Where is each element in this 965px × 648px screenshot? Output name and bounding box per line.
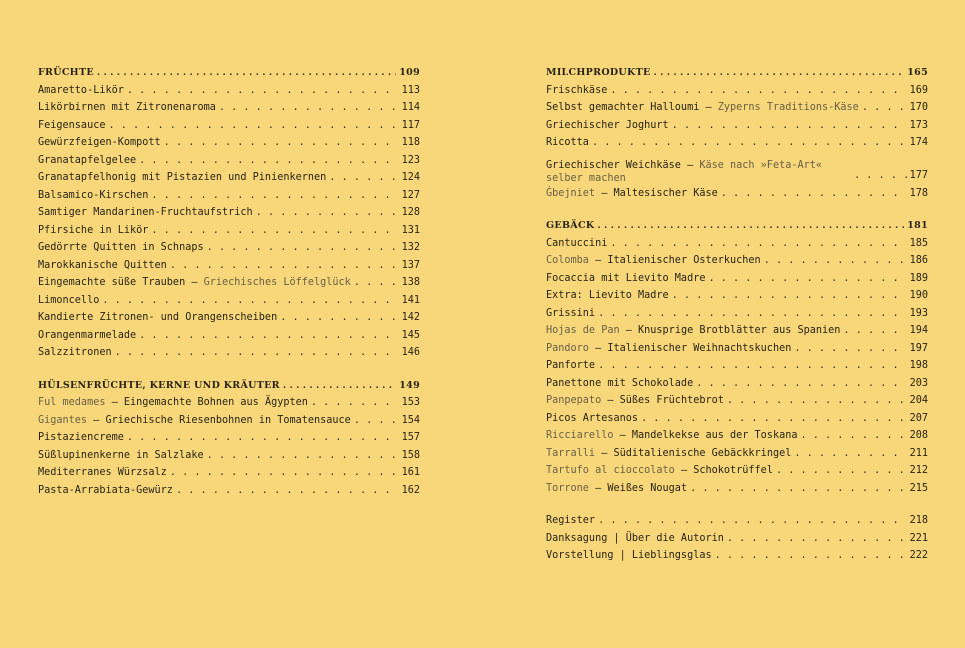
page-number: 154 [401,414,420,426]
leader-dots [843,322,906,340]
leader-dots [176,482,399,500]
entry-title [546,547,712,565]
section-title: MILCHPRODUKTE [546,67,651,78]
toc-entry[interactable] [546,134,928,152]
page-number: 204 [909,395,928,406]
page-number: 212 [909,465,928,476]
entry-title [38,344,112,362]
page-number: 208 [909,430,928,441]
page-number: 141 [401,294,420,306]
entry-title [38,464,167,482]
page-number: 158 [401,449,420,461]
toc-section-heading[interactable] [546,217,928,235]
entry-name: Marokkanische Quitten [38,259,167,271]
toc-section [546,64,928,202]
entry-name: Danksagung | Über die Autorin [546,532,724,544]
entry-name: Limoncello [38,294,100,306]
entry-separator: – [595,187,614,199]
toc-entry[interactable] [546,357,928,375]
entry-name: Vorstellung | Lieblingsglas [546,550,712,561]
page-number: 197 [909,342,928,354]
toc-entry[interactable] [546,480,928,498]
entry-name: Knusprige Brotblätter aus Spanien [638,325,841,336]
leader-dots [641,410,907,428]
entry-separator: – [613,430,632,441]
entry-name: Panettone mit Schokolade [546,377,694,389]
entry-name: Panforte [546,360,596,371]
entry-subtitle: Zyperns Traditions-Käse [717,102,859,113]
leader-dots [598,357,907,375]
leader-dots [170,257,399,275]
entry-name: Samtiger Mandarinen-Fruchtaufstrich [38,207,253,218]
leader-dots [329,169,398,187]
toc-column-left [38,64,420,514]
entry-name: Focaccia mit Lievito Madre [546,272,706,284]
entry-name: Salzzitronen [38,347,112,358]
leader-dots [715,547,907,565]
entry-title [546,340,791,358]
leader-dots [207,447,399,465]
toc-entry[interactable] [546,392,928,410]
leader-dots [854,167,907,185]
entry-title [546,270,705,288]
entry-name: Eingemachte Bohnen aus Ägypten [123,397,308,408]
entry-title [38,82,124,100]
entry-name: Süditalienische Gebäckkringel [613,447,792,459]
entry-title [38,292,99,310]
page-number: 114 [401,102,420,113]
toc-entry[interactable] [546,427,928,445]
page-number: 113 [401,84,420,96]
page-number: 185 [909,237,928,249]
leader-dots [354,412,399,430]
entry-name: Italienischer Weihnachtskuchen [607,342,792,354]
page-number: 169 [909,84,928,96]
page-number: 221 [909,532,928,544]
leader-dots [592,134,907,152]
toc-entry[interactable] [38,222,420,240]
entry-title [546,305,595,323]
page-number: 193 [909,307,928,319]
page-number: 146 [401,347,420,358]
entry-original-name: Ġbejniet [546,187,596,199]
entry-original-name: Torrone [546,482,589,494]
leader-dots [708,270,906,288]
entry-title [38,309,277,327]
page-number: 117 [401,119,420,131]
page-number: 207 [909,412,928,424]
entry-name: Grissini [546,307,596,319]
entry-title [38,134,161,152]
entry-name: Balsamico-Kirschen [38,189,149,201]
toc-entry[interactable] [546,410,928,428]
page-number: 127 [401,189,420,201]
entry-name: Picos Artesanos [546,412,639,424]
leader-dots [764,252,907,270]
entry-name: Mediterranes Würzsalz [38,467,167,478]
entry-original-name: Gigantes [38,414,88,426]
toc-entry[interactable] [546,340,928,358]
toc-entry[interactable] [38,99,420,117]
toc-entry[interactable] [546,445,928,463]
leader-dots [598,305,907,323]
leader-dots [102,292,398,310]
page-number: 109 [399,67,420,78]
entry-separator: – [588,482,608,494]
page-number: 203 [909,377,928,389]
entry-original-name: Tartufo al cioccolato [546,465,675,476]
page-number: 128 [401,207,420,218]
toc-entry[interactable] [38,464,420,482]
leader-dots [151,222,398,240]
page-number: 178 [909,187,928,199]
entry-title [546,427,797,445]
entry-name: Italienischer Osterkuchen [607,255,761,266]
entry-original-name: Panpepato [546,395,602,406]
entry-title [546,287,669,305]
section-title: GEBÄCK [546,220,595,231]
entry-name: Granatapfelgelee [38,154,137,166]
entry-title [546,252,761,270]
leader-dots [219,99,399,117]
leader-dots [672,287,907,305]
toc-entry[interactable] [38,152,420,170]
entry-original-name: Colomba [546,255,589,266]
leader-dots [800,427,906,445]
entry-name: Gewürzfeigen-Kompott [38,137,161,148]
leader-dots [794,445,906,463]
page-number: 190 [909,290,928,301]
entry-title [38,204,253,222]
entry-title [38,99,216,117]
page-number: 218 [909,515,928,526]
entry-name: Ricotta [546,137,589,148]
entry-title [38,274,351,292]
leader-dots [690,480,907,498]
leader-dots [97,64,396,82]
leader-dots [207,239,399,257]
toc-entry[interactable] [546,270,928,288]
page-number: 142 [401,312,420,323]
page-number: 145 [401,329,420,341]
entry-title [546,512,595,530]
entry-subtitle: Käse nach »Feta-Art« selber machen [546,159,823,184]
entry-title [38,222,148,240]
entry-name: Schokotrüffel [693,465,773,476]
toc-entry[interactable] [546,462,928,480]
entry-title [546,462,773,480]
entry-title [546,375,693,393]
entry-title [546,445,791,463]
toc-entry[interactable] [546,99,928,117]
entry-name: Selbst gemachter Halloumi [546,102,700,113]
entry-title [38,447,204,465]
entry-name: Granatapfelhonig mit Pistazien und Pinienkernen [38,172,327,183]
entry-name: Amaretto-Likör [38,84,124,96]
entry-separator: – [699,102,718,113]
page-number: 118 [401,137,420,148]
entry-original-name: Tarralli [546,447,596,459]
leader-dots [354,274,399,292]
entry-title [38,327,136,345]
page-number: 211 [909,447,928,459]
toc-section [546,217,928,497]
entry-name: Mandelkekse aus der Toskana [631,430,798,441]
entry-separator: – [185,277,204,288]
entry-title [546,134,589,152]
entry-original-name: Pandoro [546,342,589,354]
toc-entry[interactable] [38,429,420,447]
entry-name: Süßes Früchtebrot [619,395,724,406]
leader-dots [151,187,398,205]
toc-entry[interactable] [546,305,928,323]
page-number: 215 [909,482,928,494]
page-number: 177 [909,170,928,181]
toc-entry[interactable] [38,447,420,465]
page-number: 131 [401,224,420,236]
toc-entry[interactable] [38,412,420,430]
leader-dots [610,235,906,253]
leader-dots [597,217,904,235]
toc-entry[interactable] [546,117,928,135]
entry-name: Pasta-Arrabiata-Gewürz [38,484,173,496]
toc-section-heading[interactable] [546,64,928,82]
entry-title [38,482,173,500]
toc-entry[interactable] [38,344,420,362]
toc-entry[interactable] [38,117,420,135]
entry-name: Eingemachte süße Trauben [38,277,186,288]
leader-dots [283,377,396,395]
toc-entry[interactable] [38,239,420,257]
toc-entry[interactable] [546,375,928,393]
entry-name: Orangenmarmelade [38,329,137,341]
entry-name: Extra: Lievito Madre [546,290,669,301]
leader-dots [653,64,904,82]
leader-dots [170,464,399,482]
toc-entry[interactable] [546,252,928,270]
entry-name: Gedörrte Quitten in Schnaps [38,242,204,253]
entry-title [546,185,718,203]
entry-title [546,159,851,185]
entry-name: Griechische Riesenbohnen in Tomatensauce [105,414,351,426]
entry-separator: – [595,447,614,459]
page-number: 132 [401,242,420,253]
entry-name: Frischkäse [546,84,608,96]
entry-name: Maltesischer Käse [613,187,718,199]
toc-entry[interactable] [546,235,928,253]
leader-dots [721,185,907,203]
leader-dots [598,512,907,530]
entry-separator: – [601,395,620,406]
page-number: 161 [401,467,420,478]
toc-entry[interactable] [546,547,928,565]
entry-title [38,412,351,430]
page-number: 173 [909,119,928,131]
toc-section [38,377,420,500]
entry-name: Pistaziencreme [38,432,124,443]
entry-name: Pfirsiche in Likör [38,224,149,236]
entry-subtitle: Griechisches Löffelglück [203,277,351,288]
leader-dots [794,340,906,358]
leader-dots [696,375,906,393]
page-number: 181 [907,220,928,231]
entry-title [38,257,167,275]
page-number: 123 [401,154,420,166]
entry-title [546,99,859,117]
entry-title [38,394,308,412]
leader-dots [280,309,398,327]
leader-dots [727,392,907,410]
toc-section [546,512,928,565]
toc-entry[interactable] [546,82,928,100]
entry-name: Süßlupinenkerne in Salzlake [38,449,204,461]
page-number: 170 [909,102,928,113]
page-number: 124 [401,172,420,183]
entry-title [38,429,124,447]
page-number: 194 [909,325,928,336]
toc-entry[interactable] [38,309,420,327]
toc-entry[interactable] [38,134,420,152]
entry-name: Kandierte Zitronen- und Orangenscheiben [38,312,278,323]
page-number: 165 [907,67,928,78]
toc-entry[interactable] [38,257,420,275]
page-number: 222 [909,550,928,561]
toc-entry[interactable] [546,185,928,203]
entry-title [546,357,595,375]
entry-title [546,82,607,100]
entry-name: Griechischer Joghurt [546,119,669,131]
page-number: 162 [401,484,420,496]
toc-entry[interactable] [546,322,928,340]
leader-dots [139,152,398,170]
entry-name: Likörbirnen mit Zitronenaroma [38,102,216,113]
entry-separator: – [680,159,700,171]
leader-dots [610,82,906,100]
leader-dots [776,462,907,480]
toc-entry[interactable] [38,187,420,205]
entry-original-name: Ricciarello [546,430,614,441]
entry-name: Griechischer Weichkäse [546,159,681,171]
section-title: HÜLSENFRÜCHTE, KERNE UND KRÄUTER [38,379,280,391]
toc-entry[interactable] [546,512,928,530]
entry-title [38,117,105,135]
entry-separator: – [105,397,124,408]
leader-dots [672,117,907,135]
toc-section [38,64,420,362]
entry-title [38,152,136,170]
entry-title [546,235,607,253]
leader-dots [115,344,399,362]
toc-entry[interactable] [546,287,928,305]
page-number: 174 [909,137,928,148]
entry-title [38,169,326,187]
page-number: 186 [909,255,928,266]
toc-entry[interactable] [38,482,420,500]
entry-separator: – [588,342,608,354]
leader-dots [311,394,399,412]
leader-dots [256,204,399,222]
toc-column-right [546,64,928,580]
leader-dots [127,82,399,100]
entry-name: Register [546,515,596,526]
toc-entry[interactable] [546,530,928,548]
entry-separator: – [588,255,608,266]
toc-entry[interactable] [38,292,420,310]
entry-title [38,187,148,205]
section-title: FRÜCHTE [38,67,94,78]
entry-original-name: Ful medames [38,397,106,408]
entry-name: Cantuccini [546,237,608,249]
entry-title [546,322,840,340]
leader-dots [164,134,399,152]
entry-title [546,480,687,498]
leader-dots [862,99,907,117]
entry-original-name: Hojas de Pan [546,325,620,336]
leader-dots [139,327,398,345]
page-number: 189 [909,272,928,284]
leader-dots [108,117,398,135]
entry-name: Weißes Nougat [607,482,688,494]
toc-entry[interactable] [38,394,420,412]
toc-section-heading[interactable] [38,64,420,82]
entry-separator: – [619,325,639,336]
entry-name: Feigensauce [38,119,106,131]
page-number: 198 [909,360,928,371]
toc-entry[interactable] [38,82,420,100]
leader-dots [727,530,907,548]
page-number: 157 [401,432,420,443]
page-number: 149 [399,379,420,391]
toc-section-heading[interactable] [38,377,420,395]
entry-separator: – [87,414,106,426]
toc-entry[interactable] [38,327,420,345]
page-number: 138 [401,277,420,288]
toc-entry[interactable] [38,204,420,222]
entry-title [546,530,724,548]
toc-entry[interactable] [38,274,420,292]
entry-separator: – [674,465,694,476]
entry-title [38,239,204,257]
page-number: 153 [401,397,420,408]
page-number: 137 [401,259,420,271]
toc-entry[interactable] [38,169,420,187]
leader-dots [127,429,399,447]
toc-entry[interactable] [546,152,928,185]
entry-title [546,392,724,410]
entry-title [546,117,669,135]
entry-title [546,410,638,428]
